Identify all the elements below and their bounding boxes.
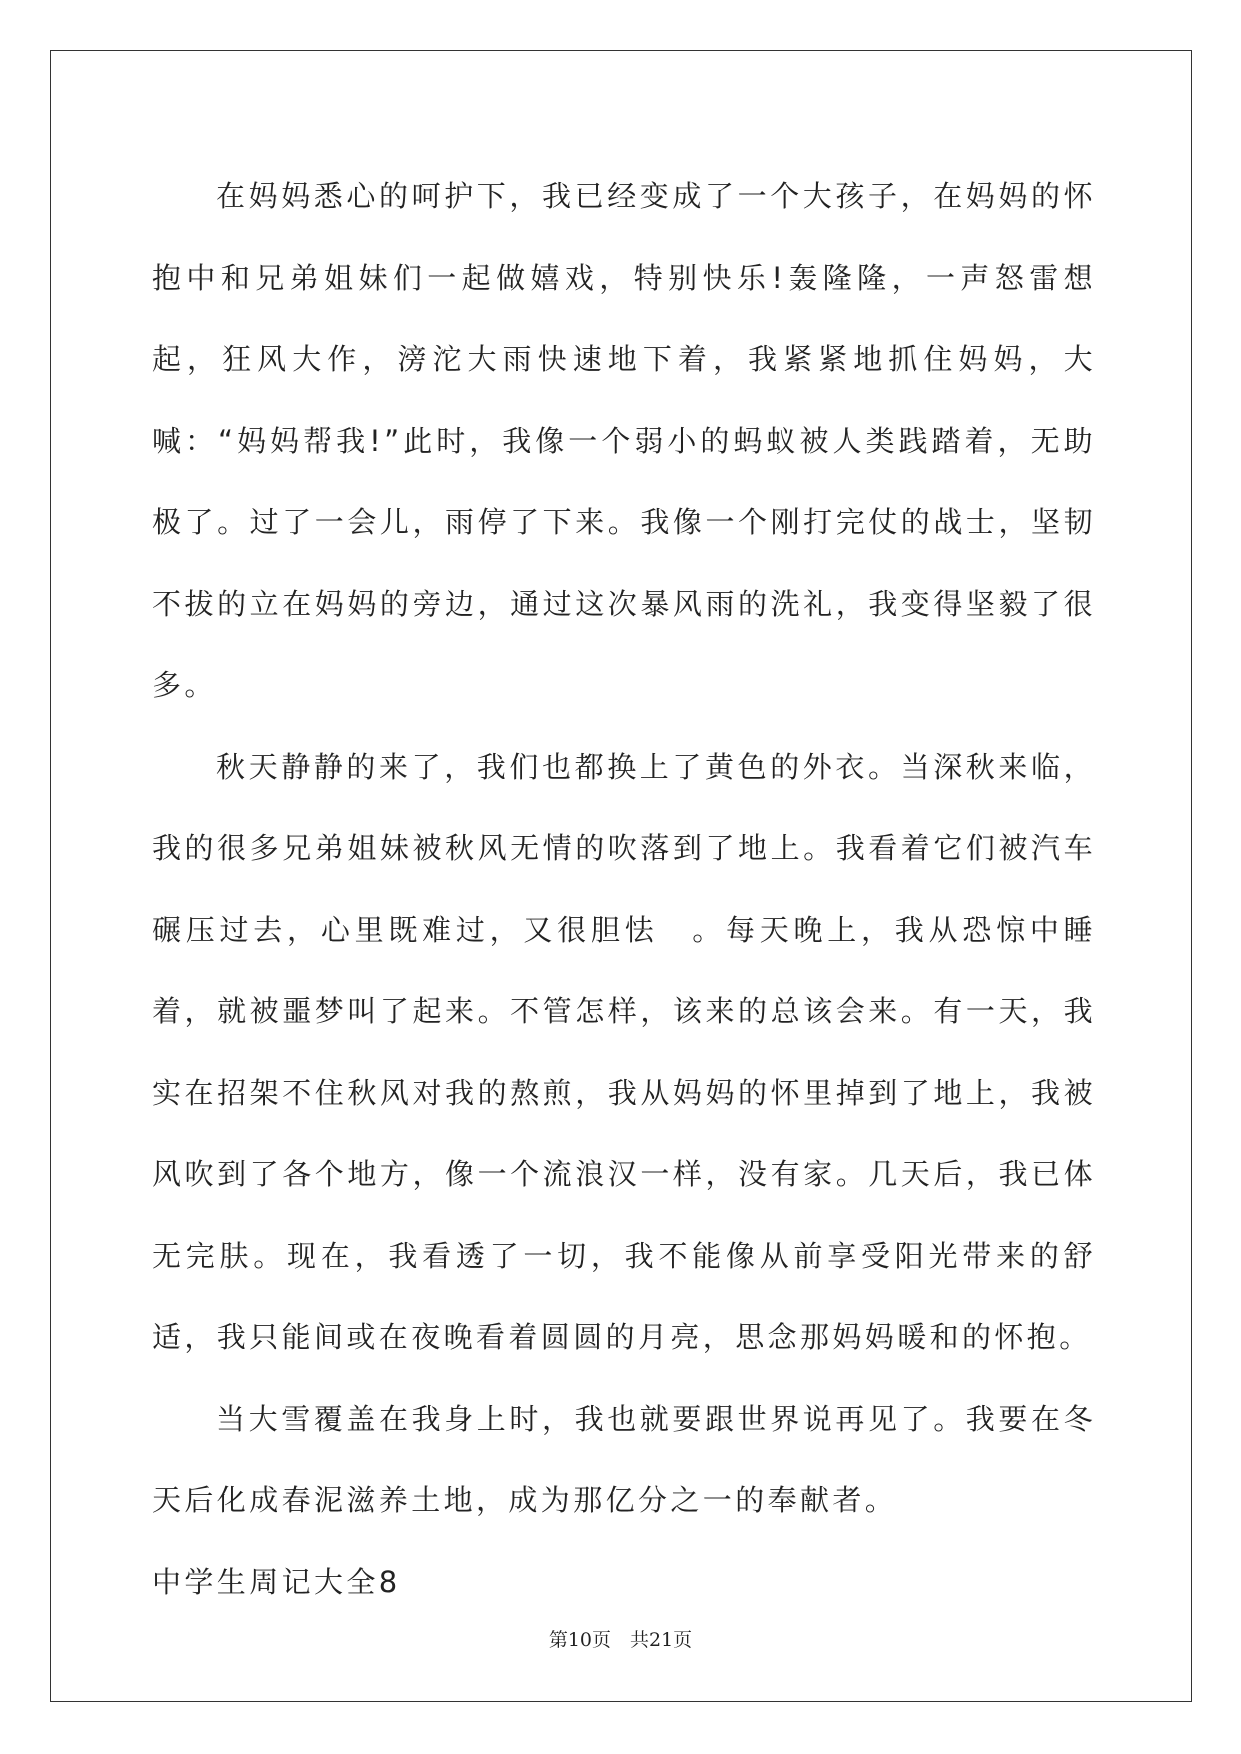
paragraph-3: 当大雪覆盖在我身上时，我也就要跟世界说再见了。我要在冬天后化成春泥滋养土地，成为那亿分之一的奉献者。 (152, 1401, 1096, 1517)
paragraph-2: 秋天静静的来了，我们也都换上了黄色的外衣。当深秋来临，我的很多兄弟姐妹被秋风无情的吹落到了地上。我看着它们被汽车碾压过去，心里既难过，又很胆怯 。每天晚上，我从恐惊中睡着，就被噩梦叫了起来。不管怎样，该来的总该会来。有一天，我实在招架不住秋风对我的熬煎，我从妈妈的怀里掉到了地上，我被风吹到了各个地方，像一个流浪汉一样，没有家。几天后，我已体无完肤。现在，我看透了一切，我不能像从前享受阳光带来的舒适，我只能间或在夜晚看着圆圆的月亮，思念那妈妈暖和的怀抱。 (152, 749, 1096, 1354)
section-heading: 中学生周记大全8 (152, 1564, 401, 1599)
paragraph-1: 在妈妈悉心的呵护下，我已经变成了一个大孩子，在妈妈的怀抱中和兄弟姐妹们一起做嬉戏，特别快乐!轰隆隆，一声怒雷想起，狂风大作，滂沱大雨快速地下着，我紧紧地抓住妈妈，大喊：“妈妈帮我!”此时，我像一个弱小的蚂蚁被人类践踏着，无助极了。过了一会儿，雨停了下来。我像一个刚打完仗的战士，坚韧不拔的立在妈妈的旁边，通过这次暴风雨的洗礼，我变得坚毅了很多。 (152, 179, 1096, 702)
document-body (152, 156, 1096, 1623)
page-number-footer: 第10页 共21页 (548, 1629, 693, 1651)
